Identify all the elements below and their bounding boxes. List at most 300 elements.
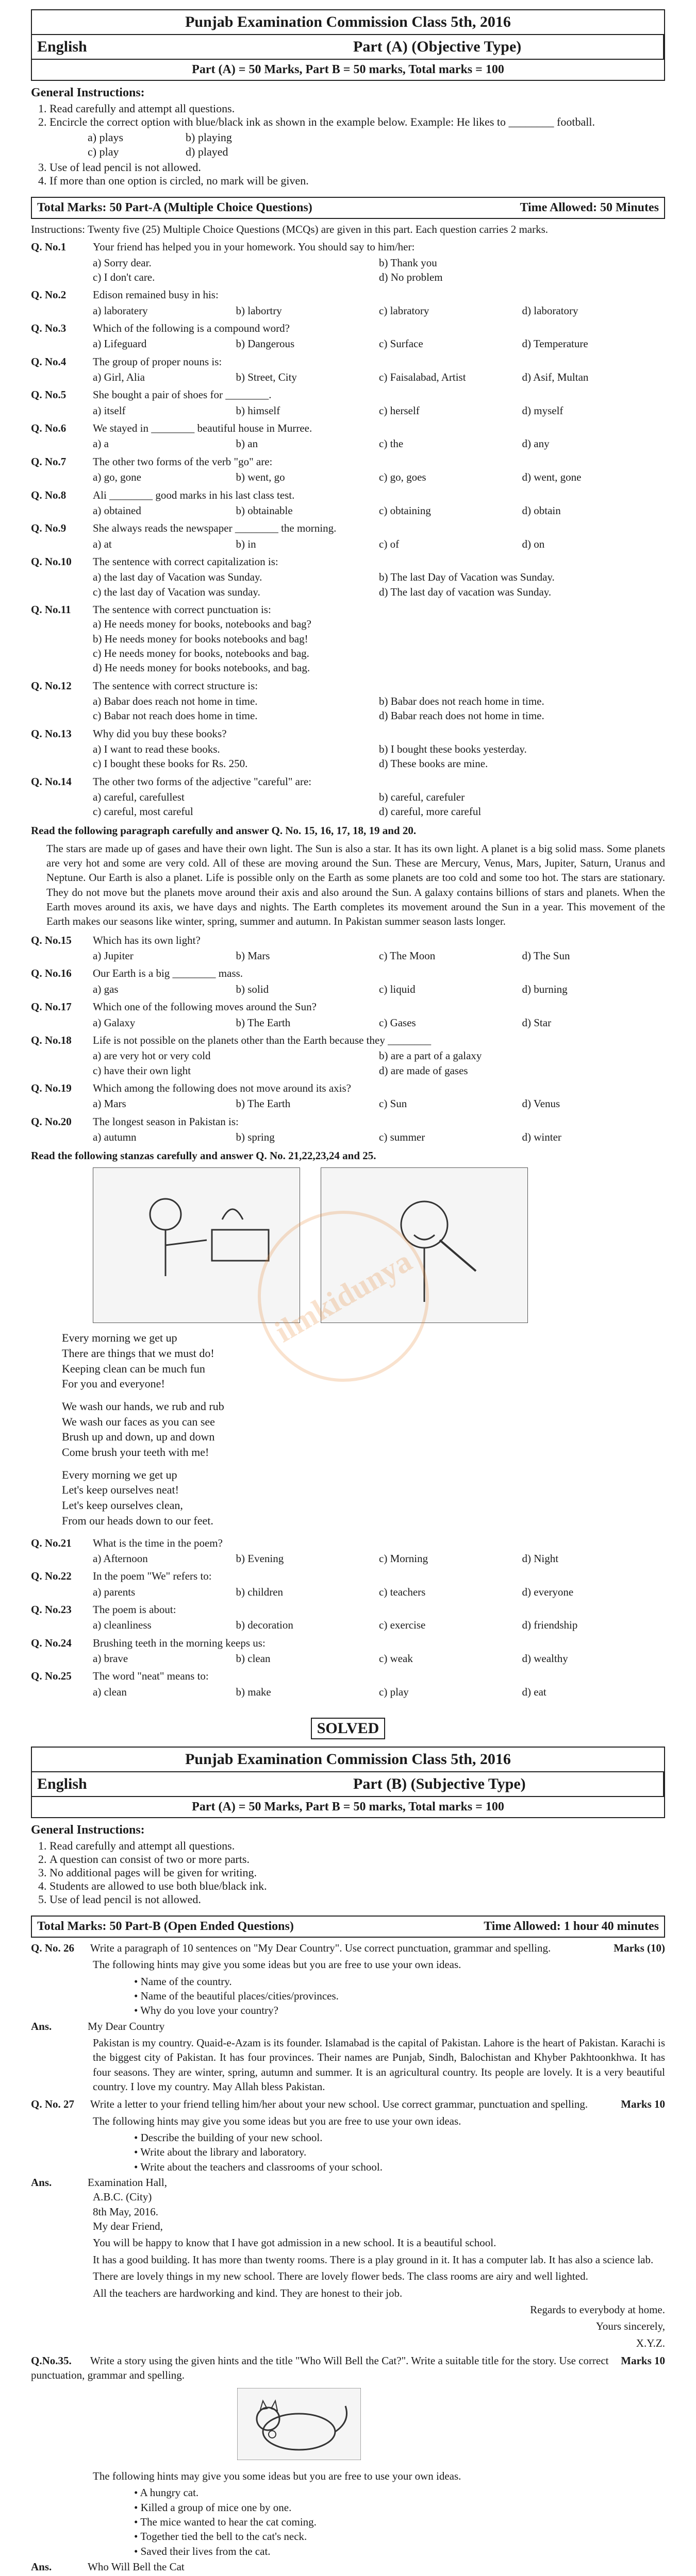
answer-option[interactable]: d) myself [522, 404, 564, 417]
mcq-question [31, 488, 665, 518]
question-text: The poem is about: [93, 1603, 176, 1616]
question-number: Q. No.16 [31, 967, 72, 980]
option-group [31, 617, 665, 675]
instruction-item: 4. Students are allowed to use both blue/black ink. [49, 1879, 665, 1893]
mcq-question [31, 554, 665, 599]
question-text: Which of the following is a compound word? [93, 322, 290, 335]
answer-option[interactable]: d) obtain [522, 504, 561, 517]
poem-line: From our heads down to our feet. [62, 1514, 213, 1527]
answer-option[interactable]: b) Thank you [379, 256, 437, 269]
question-number: Q. No.24 [31, 1636, 72, 1649]
poem-line: We wash our faces as you can see [62, 1415, 215, 1428]
mcq-question [31, 999, 665, 1030]
answer-option[interactable]: b) in [236, 537, 256, 550]
answer-title: Who Will Bell the Cat [88, 2560, 185, 2573]
question-27 [31, 2097, 665, 2350]
marks-label: Marks 10 [621, 2354, 665, 2367]
mcq-question [31, 521, 665, 551]
answer-option[interactable]: d) went, gone [522, 471, 582, 484]
subject-label: English [32, 35, 348, 60]
answer-option[interactable]: c) careful, most careful [93, 805, 193, 818]
question-text: The sentence with correct punctuation is: [93, 603, 271, 616]
example-option: a) plays [88, 131, 124, 144]
question-number: Q.No.35. [31, 2354, 72, 2367]
mcq-question [31, 1114, 665, 1145]
letter-paragraph: There are lovely things in my new school. There are lovely flower beds. The class rooms are airy and well lighted. [93, 2270, 588, 2283]
answer-option[interactable]: a) Girl, Alia [93, 371, 145, 384]
question-number: Q. No.6 [31, 422, 67, 435]
mcq-question [31, 1569, 665, 1599]
mcq-block-3 [31, 1536, 665, 1699]
part-b-header [31, 1747, 665, 1818]
answer-option[interactable]: a) cleanliness [93, 1619, 152, 1632]
part-label: Part (A) (Objective Type) [348, 35, 664, 60]
answer-option[interactable]: b) make [236, 1685, 271, 1698]
band-left: Total Marks: 50 Part-B (Open Ended Questions) [37, 1919, 294, 1933]
hint-list [134, 2485, 665, 2558]
answer-option[interactable]: d) He needs money for books notebooks, and bag. [93, 662, 310, 674]
question-text: Our Earth is a big ________ mass. [93, 967, 243, 980]
answer-option[interactable]: d) Night [522, 1552, 559, 1565]
poem-line: Keeping clean can be much fun [62, 1362, 205, 1375]
question-text: Which has its own light? [93, 934, 201, 946]
question-text: Why did you buy these books? [93, 727, 227, 740]
question-text: The sentence with correct capitalization is: [93, 555, 278, 568]
answer-option[interactable]: d) Star [522, 1016, 552, 1029]
answer-option[interactable]: c) He needs money for books, notebooks and bag. [93, 647, 309, 659]
option-group [31, 403, 665, 418]
question-text: The other two forms of the verb "go" are: [93, 455, 273, 468]
marks-label: Marks 10 [621, 2098, 665, 2111]
question-number: Q. No.22 [31, 1570, 72, 1583]
letter-close: X.Y.Z. [636, 2336, 665, 2349]
question-number: Q. No. 27 [31, 2098, 74, 2111]
answer-option[interactable]: c) go, goes [379, 471, 426, 484]
option-group [31, 256, 665, 285]
answer-option[interactable]: b) solid [236, 982, 269, 995]
answer-option[interactable]: a) itself [93, 404, 126, 417]
answer-option[interactable]: d) wealthy [522, 1652, 568, 1665]
section-band-part-b [31, 1916, 665, 1938]
answer-option[interactable]: a) laboratery [93, 304, 148, 317]
mcq-question [31, 1536, 665, 1566]
instruction-list-cont [31, 161, 665, 188]
question-number: Q. No.23 [31, 1603, 72, 1616]
answer-option[interactable]: c) herself [379, 404, 420, 417]
option-group [31, 1651, 665, 1666]
question-number: Q. No.12 [31, 679, 72, 692]
option-group [31, 537, 665, 551]
answer-option[interactable]: d) on [522, 537, 545, 550]
question-text: In the poem "We" refers to: [93, 1570, 212, 1583]
answer-option[interactable]: a) Mars [93, 1097, 126, 1110]
question-text: Write a paragraph of 10 sentences on "My Dear Country". Use correct punctuation, grammar and spelling. [90, 1941, 551, 1954]
answer-option[interactable]: b) He needs money for books notebooks and bag! [93, 632, 308, 645]
answer-option[interactable]: a) go, gone [93, 471, 141, 484]
answer-option[interactable]: b) an [236, 437, 258, 450]
watermark-stamp: ilmkidunya [226, 1179, 460, 1413]
answer-option[interactable]: c) obtaining [379, 504, 431, 517]
answer-option[interactable]: a) Lifeguard [93, 337, 147, 350]
answer-option[interactable]: b) are a part of a galaxy [379, 1049, 482, 1062]
answer-option[interactable]: b) The Earth [236, 1016, 291, 1029]
letter-head-line: 8th May, 2016. [93, 2205, 158, 2218]
hint-item: • Saved their lives from the cat. [134, 2544, 665, 2558]
answer-option[interactable]: a) brave [93, 1652, 128, 1665]
answer-option[interactable]: d) everyone [522, 1585, 574, 1598]
instruction-item: 3. Use of lead pencil is not allowed. [49, 161, 665, 174]
mcq-question [31, 354, 665, 385]
band-left: Total Marks: 50 Part-A (Multiple Choice Questions) [37, 201, 312, 214]
letter-head-line: A.B.C. (City) [93, 2191, 152, 2204]
instructions-heading: General Instructions: [31, 1823, 145, 1837]
question-text: She always reads the newspaper ________ the morning. [93, 522, 337, 535]
question-number: Q. No.5 [31, 388, 67, 401]
question-story [31, 2353, 665, 2576]
answer-option[interactable]: d) Temperature [522, 337, 588, 350]
answer-option[interactable]: c) the last day of Vacation was sunday. [93, 585, 260, 598]
option-group [31, 1130, 665, 1144]
letter-close: Yours sincerely, [595, 2320, 665, 2333]
option-group [31, 1551, 665, 1566]
mcq-question [31, 726, 665, 771]
hint-item: • Together tied the bell to the cat's neck. [134, 2529, 665, 2544]
option-group [31, 503, 665, 518]
mcq-question [31, 321, 665, 351]
answer-option[interactable]: d) friendship [522, 1619, 578, 1632]
instruction-list [31, 1839, 665, 1906]
hint-item: • Why do you love your country? [134, 2003, 665, 2018]
answer-option[interactable]: b) decoration [236, 1619, 293, 1632]
poem-line: Every morning we get up [62, 1468, 177, 1481]
answer-option[interactable]: b) careful, carefuler [379, 791, 465, 804]
hint-item: • Write about the teachers and classrooms of your school. [134, 2160, 665, 2174]
exam-page [31, 0, 665, 2576]
answer-option[interactable]: b) obtainable [236, 504, 293, 517]
cat-bell-icon [237, 2388, 361, 2460]
answer-option[interactable]: c) of [379, 537, 400, 550]
answer-option[interactable]: b) Street, City [236, 371, 297, 384]
example-option: c) play [88, 145, 119, 158]
passage-lead: Read the following paragraph carefully and answer Q. No. 15, 16, 17, 18, 19 and 20. [31, 824, 417, 837]
mcq-question [31, 933, 665, 963]
question-26 [31, 1941, 665, 2094]
answer-option[interactable]: b) The Earth [236, 1097, 291, 1110]
passage-text: The stars are made up of gases and have their own light. The Sun is also a star. It has its own light. A planet is a big solid mass. Some planets are very hot and some are very cold. All of these are moving around the Sun. These are Mercury, Venus, Mars, Jupiter, Saturn, Uranus and Neptune. Our Earth is also a planet. Life is possible only on the Earth as some planets are too cold and some too hot. The stars are stationary. They do not move but the planets move around their axis and also around the Sun. A galaxy contains billions of stars and planets. When the Earth moves around its axis, we have days and nights. The Earth completes its movement around the Sun in a year. This movement of the Earth makes our seasons like winter, spring, summer and autumn. In Pakistan summer season lasts longer. [46, 842, 665, 928]
answer-option[interactable]: c) The Moon [379, 950, 436, 962]
question-number: Q. No.19 [31, 1081, 72, 1094]
answer-option[interactable]: c) Babar not reach does home in time. [93, 709, 258, 722]
option-group [31, 1585, 665, 1599]
letter-close: Regards to everybody at home. [530, 2303, 665, 2316]
mcq-question [31, 287, 665, 318]
answer-option[interactable]: a) Sorry dear. [93, 256, 152, 269]
instruction-item: 3. No additional pages will be given for writing. [49, 1866, 665, 1879]
hint-lead: The following hints may give you some ideas but you are free to use your own ideas. [93, 2469, 461, 2482]
answer-option[interactable]: c) liquid [379, 982, 416, 995]
section-band-part-a [31, 197, 665, 219]
answer-option[interactable]: c) Gases [379, 1016, 416, 1029]
mcq-question [31, 1636, 665, 1666]
answer-option[interactable]: b) labortry [236, 304, 282, 317]
poem-line: Every morning we get up [62, 1331, 177, 1345]
answer-text: Pakistan is my country. Quaid-e-Azam is its founder. Islamabad is the capital of Pakistan. Lahore is the heart of Pakistan. Karachi is the biggest city of Pakistan. It has four provinces. Their names are Punjab, Sindh, Balochistan and Khyber Pakhtoonkhwa. It has four seasons. They are winter, spring, autumn and summer. It is an agricultural country. Its people are lovely. It is a very beautiful country. I love my country. May Allah bless Pakistan. [93, 2037, 665, 2093]
question-number: Q. No.11 [31, 603, 71, 616]
question-number: Q. No.1 [31, 241, 67, 253]
question-number: Q. No.15 [31, 934, 72, 946]
exam-title: Punjab Examination Commission Class 5th, 2016 [32, 1748, 664, 1772]
poem-stanza [62, 1467, 665, 1529]
option-group [31, 570, 665, 599]
question-text: The longest season in Pakistan is: [93, 1115, 239, 1128]
answer-option[interactable]: b) clean [236, 1652, 271, 1665]
question-text: We stayed in ________ beautiful house in Murree. [93, 422, 312, 435]
option-group [31, 1618, 665, 1632]
answer-option[interactable]: a) Jupiter [93, 950, 134, 962]
example-option: b) playing [186, 131, 232, 144]
option-group [31, 948, 665, 963]
answer-option[interactable]: a) clean [93, 1685, 127, 1698]
answer-option[interactable]: d) Asif, Multan [522, 371, 589, 384]
answer-option[interactable]: c) I don't care. [93, 271, 155, 284]
question-text: Edison remained busy in his: [93, 289, 219, 301]
question-number: Q. No.7 [31, 455, 67, 468]
mcq-question [31, 602, 665, 675]
question-text: Write a letter to your friend telling him/her about your new school. Use correct grammar, punctuation and spelling. [90, 2098, 588, 2111]
question-text: Life is not possible on the planets other than the Earth because they ________ [93, 1033, 432, 1046]
hint-lead: The following hints may give you some ideas but you are free to use your own ideas. [93, 1958, 461, 1971]
subject-label: English [32, 1772, 348, 1797]
question-number: Q. No.18 [31, 1033, 72, 1046]
band-right: Time Allowed: 1 hour 40 minutes [484, 1919, 659, 1933]
question-number: Q. No.13 [31, 727, 72, 740]
instruction-list [31, 102, 665, 129]
instruction-item: 2. A question can consist of two or more parts. [49, 1853, 665, 1866]
answer-option[interactable]: a) He needs money for books, notebooks and bag? [93, 618, 311, 631]
question-text: The other two forms of the adjective "careful" are: [93, 775, 312, 788]
answer-option[interactable]: d) winter [522, 1130, 561, 1143]
letter-paragraph: All the teachers are hardworking and kind. They are honest to their job. [93, 2286, 403, 2299]
answer-option[interactable]: a) parents [93, 1585, 136, 1598]
answer-option[interactable]: c) exercise [379, 1619, 426, 1632]
question-text: The group of proper nouns is: [93, 355, 222, 368]
answer-option[interactable]: a) Babar does reach not home in time. [93, 694, 258, 707]
hint-item: • A hungry cat. [134, 2485, 665, 2500]
question-number: Q. No.10 [31, 555, 72, 568]
question-text: Write a story using the given hints and the title "Who Will Bell the Cat?". Write a suitable title for the story. Use correct punctuation, grammar and spelling. [31, 2354, 609, 2382]
poem-line: There are things that we must do! [62, 1346, 214, 1360]
option-group [31, 1015, 665, 1030]
answer-option[interactable]: c) play [379, 1685, 409, 1698]
instruction-item: 2. Encircle the correct option with blue/black ink as shown in the example below. Example: He likes to ________ football. [49, 115, 665, 129]
answer-label: Ans. [31, 2560, 52, 2573]
mcq-question [31, 966, 665, 996]
answer-option[interactable]: a) Galaxy [93, 1016, 136, 1029]
answer-label: Ans. [31, 2176, 52, 2189]
answer-option[interactable]: d) laboratory [522, 304, 578, 317]
answer-option[interactable]: a) gas [93, 982, 119, 995]
answer-option[interactable]: a) a [93, 437, 109, 450]
poem-line: Let's keep ourselves clean, [62, 1499, 183, 1512]
poem-line: Brush up and down, up and down [62, 1430, 215, 1444]
question-number: Q. No.21 [31, 1536, 72, 1549]
answer-option[interactable]: b) Mars [236, 950, 270, 962]
question-text: Ali ________ good marks in his last class test. [93, 488, 295, 501]
question-number: Q. No.8 [31, 488, 67, 501]
example-options [88, 131, 665, 159]
mcq-question [31, 679, 665, 723]
question-number: Q. No.9 [31, 522, 67, 535]
answer-option[interactable]: c) Morning [379, 1552, 428, 1565]
option-group [31, 742, 665, 771]
answer-option[interactable]: b) Babar does not reach home in time. [379, 694, 544, 707]
question-number: Q. No.2 [31, 289, 67, 301]
answer-option[interactable]: b) Dangerous [236, 337, 295, 350]
question-number: Q. No. 26 [31, 1941, 74, 1954]
option-group [31, 436, 665, 451]
hint-item: • Name of the beautiful places/cities/provinces. [134, 1989, 665, 2003]
answer-option[interactable]: c) summer [379, 1130, 425, 1143]
answer-option[interactable]: b) The last Day of Vacation was Sunday. [379, 571, 555, 584]
answer-option[interactable]: c) I bought these books for Rs. 250. [93, 757, 248, 770]
poem-line: For you and everyone! [62, 1377, 165, 1391]
question-text: Your friend has helped you in your homework. You should say to him/her: [93, 241, 415, 253]
hint-item: • Describe the building of your new school. [134, 2130, 665, 2145]
hint-item: • The mice wanted to hear the cat coming. [134, 2515, 665, 2529]
option-group [31, 694, 665, 723]
answer-option[interactable]: d) Babar reach does not home in time. [379, 709, 544, 722]
letter-head-line: Examination Hall, [88, 2176, 167, 2189]
answer-option[interactable]: c) teachers [379, 1585, 426, 1598]
answer-option[interactable]: a) at [93, 537, 112, 550]
option-group [31, 303, 665, 318]
instructions-heading: General Instructions: [31, 86, 145, 99]
hint-lead: The following hints may give you some ideas but you are free to use your own ideas. [93, 2114, 461, 2127]
hint-item: • Killed a group of mice one by one. [134, 2500, 665, 2515]
option-group [31, 470, 665, 484]
answer-option[interactable]: b) spring [236, 1130, 275, 1143]
answer-option[interactable]: d) careful, more careful [379, 805, 482, 818]
answer-option[interactable]: d) eat [522, 1685, 546, 1698]
marks-line: Part (A) = 50 Marks, Part B = 50 marks, Total marks = 100 [192, 63, 504, 76]
answer-option[interactable]: a) Afternoon [93, 1552, 148, 1565]
instruction-item: 5. Use of lead pencil is not allowed. [49, 1893, 665, 1906]
mcq-question [31, 1669, 665, 1699]
answer-option[interactable]: b) went, go [236, 471, 285, 484]
question-number: Q. No.14 [31, 775, 72, 788]
band-right: Time Allowed: 50 Minutes [520, 201, 659, 214]
hint-list [134, 1974, 665, 2018]
answer-option[interactable]: a) autumn [93, 1130, 137, 1143]
mcq-question [31, 774, 665, 819]
mcq-block-2 [31, 933, 665, 1144]
answer-option[interactable]: d) any [522, 437, 550, 450]
answer-option[interactable]: c) labratory [379, 304, 429, 317]
mcq-instruction: Instructions: Twenty five (25) Multiple Choice Questions (MCQs) are given in this part. Each question carries 2 marks. [31, 223, 549, 235]
answer-option[interactable]: d) are made of gases [379, 1064, 468, 1077]
instruction-item: 1. Read carefully and attempt all questions. [49, 1839, 665, 1853]
answer-option[interactable]: c) the [379, 437, 404, 450]
answer-option[interactable]: a) are very hot or very cold [93, 1049, 211, 1062]
option-group [31, 1685, 665, 1699]
mcq-question [31, 421, 665, 451]
question-text: Which among the following does not move around its axis? [93, 1081, 351, 1094]
instruction-item: 4. If more than one option is circled, no mark will be given. [49, 174, 665, 188]
option-group [31, 1096, 665, 1111]
question-text: The sentence with correct structure is: [93, 679, 258, 692]
option-group [31, 1048, 665, 1078]
question-number: Q. No.4 [31, 355, 67, 368]
exam-title: Punjab Examination Commission Class 5th, 2016 [32, 10, 664, 35]
answer-option[interactable]: b) children [236, 1585, 284, 1598]
answer-option[interactable]: a) the last day of Vacation was Sunday. [93, 571, 262, 584]
question-text: She bought a pair of shoes for ________. [93, 388, 272, 401]
answer-option[interactable]: a) I want to read these books. [93, 743, 220, 755]
marks-line: Part (A) = 50 Marks, Part B = 50 marks, Total marks = 100 [192, 1800, 504, 1814]
answer-option[interactable]: c) have their own light [93, 1064, 191, 1077]
poem-line: Let's keep ourselves neat! [62, 1483, 179, 1497]
general-instructions-b [31, 1823, 665, 1906]
poem-lead: Read the following stanzas carefully and answer Q. No. 21,22,23,24 and 25. [31, 1149, 376, 1162]
mcq-question [31, 1033, 665, 1078]
answer-option[interactable]: d) These books are mine. [379, 757, 488, 770]
answer-title: My Dear Country [88, 2020, 165, 2032]
question-text: Which one of the following moves around the Sun? [93, 1001, 317, 1013]
solved-label: SOLVED [311, 1718, 385, 1739]
hint-item: • Write about the library and laboratory. [134, 2145, 665, 2159]
cat-illustration [237, 2388, 665, 2464]
answer-option[interactable]: d) No problem [379, 271, 443, 284]
letter-paragraph: It has a good building. It has more than twenty rooms. There is a play ground in it. It has a computer lab. It has also a science lab. [93, 2253, 654, 2266]
question-number: Q. No.25 [31, 1670, 72, 1683]
instruction-item: 1. Read carefully and attempt all questions. [49, 102, 665, 115]
answer-option[interactable]: c) Surface [379, 337, 423, 350]
marks-label: Marks (10) [614, 1941, 665, 1954]
general-instructions [31, 86, 665, 188]
part-a-header [31, 9, 665, 81]
option-group [31, 370, 665, 384]
answer-option[interactable]: c) Faisalabad, Artist [379, 371, 466, 384]
answer-option[interactable]: d) The last day of vacation was Sunday. [379, 585, 552, 598]
answer-option[interactable]: b) Evening [236, 1552, 284, 1565]
part-label: Part (B) (Subjective Type) [348, 1772, 664, 1797]
example-option: d) played [186, 145, 228, 158]
option-group [31, 336, 665, 351]
answer-option[interactable]: c) weak [379, 1652, 413, 1665]
answer-option[interactable]: d) The Sun [522, 950, 570, 962]
hint-list [134, 2130, 665, 2174]
answer-option[interactable]: a) careful, carefullest [93, 791, 185, 804]
answer-label: Ans. [31, 2020, 52, 2032]
poem-line: We wash our hands, we rub and rub [62, 1400, 224, 1413]
answer-option[interactable]: d) Venus [522, 1097, 560, 1110]
question-text: Brushing teeth in the morning keeps us: [93, 1636, 266, 1649]
answer-option[interactable]: b) I bought these books yesterday. [379, 743, 527, 755]
option-group [31, 790, 665, 819]
mcq-block-1 [31, 240, 665, 819]
answer-option[interactable]: c) Sun [379, 1097, 407, 1110]
poem-stanza [62, 1399, 665, 1460]
question-number: Q. No.20 [31, 1115, 72, 1128]
answer-option[interactable]: d) burning [522, 982, 568, 995]
question-number: Q. No.3 [31, 322, 67, 335]
answer-option[interactable]: b) himself [236, 404, 280, 417]
answer-option[interactable]: a) obtained [93, 504, 141, 517]
question-text: The word "neat" means to: [93, 1670, 209, 1683]
mcq-question [31, 387, 665, 418]
mcq-question [31, 1602, 665, 1633]
letter-paragraph: You will be happy to know that I have got admission in a new school. It is a beautiful school. [93, 2236, 496, 2249]
